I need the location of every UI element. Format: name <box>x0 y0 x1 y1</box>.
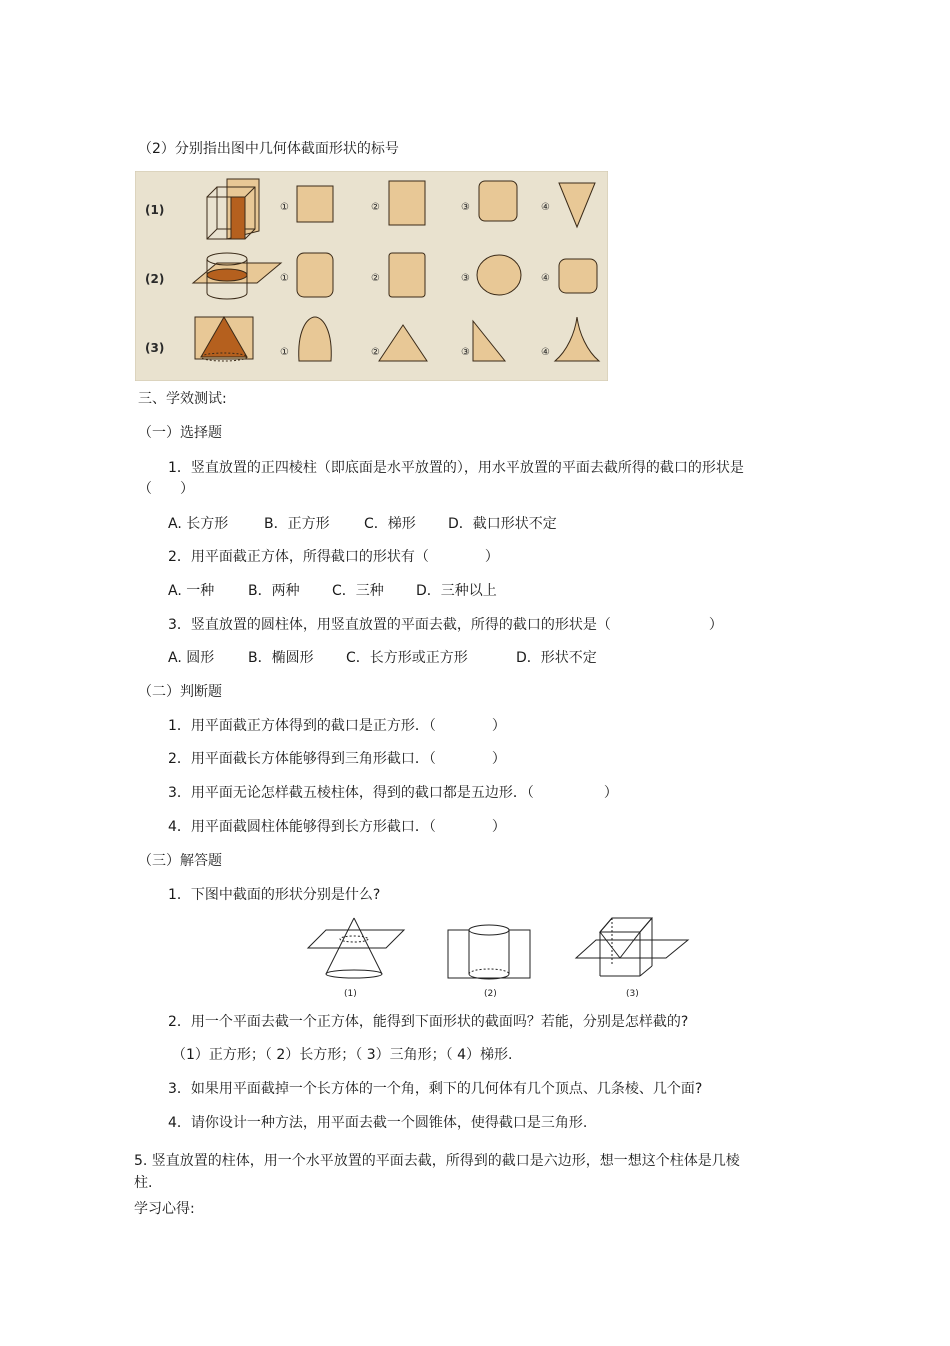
figure2-label-3: (3) <box>626 989 639 999</box>
answer-title: （三）解答题 <box>138 853 222 869</box>
row2-opt2-rectangle <box>389 253 425 297</box>
answer-q5-line2: 柱. <box>134 1175 153 1191</box>
mark-r3-1: ① <box>280 347 289 358</box>
judge-item-2: 2．用平面截长方体能够得到三角形截口．（ ） <box>168 751 506 767</box>
q2-option-a: A. 一种 <box>168 583 215 599</box>
cylinder-with-plane <box>448 925 530 979</box>
judge-item-1: 1．用平面截正方体得到的截口是正方形．（ ） <box>168 718 506 734</box>
row1-opt1-square <box>297 186 333 222</box>
choice-title: （一）选择题 <box>138 425 222 441</box>
row2-opt3-circle <box>477 255 521 295</box>
figure2-label-1: (1) <box>344 989 357 999</box>
q1-option-a: A. 长方形 <box>168 516 229 532</box>
answer-q1: 1．下图中截面的形状分别是什么? <box>168 887 381 903</box>
cone-with-plane <box>308 918 404 978</box>
prism-with-plane <box>576 918 688 976</box>
row-label-2: (2) <box>145 272 165 286</box>
row1-opt2-rectangle <box>389 181 425 225</box>
mark-r2-2: ② <box>371 273 380 284</box>
answer-q2-sub: （1）正方形；（ 2）长方形；（ 3）三角形；（ 4）梯形. <box>172 1047 513 1063</box>
choice-q2-options <box>168 581 497 601</box>
row-label-1: (1) <box>145 203 165 217</box>
choice-q1-options <box>168 514 557 534</box>
q1-option-d: D．截口形状不定 <box>448 516 557 532</box>
mark-r3-2: ② <box>371 347 380 358</box>
row2-opt4-rounded-square <box>559 259 597 293</box>
q2-option-b: B．两种 <box>248 583 300 599</box>
mark-r3-4: ④ <box>541 347 550 358</box>
q3-option-d: D．形状不定 <box>516 650 597 666</box>
choice-q3: 3．竖直放置的圆柱体，用竖直放置的平面去截，所得的截口的形状是（ ） <box>168 617 723 633</box>
mark-r2-1: ① <box>280 273 289 284</box>
answer-q5-line1: 5. 竖直放置的柱体，用一个水平放置的平面去截，所得到的截口是六边形，想一想这个柱体是几棱 <box>134 1153 740 1169</box>
q2-option-d: D．三种以上 <box>416 583 497 599</box>
judge-item-3: 3．用平面无论怎样截五棱柱体，得到的截口都是五边形．（ ） <box>168 785 618 801</box>
choice-q1-line1: 1．竖直放置的正四棱柱（即底面是水平放置的），用水平放置的平面去截所得的截口的形状是 <box>168 460 744 476</box>
section3-title: 三、学效测试: <box>138 391 227 407</box>
mark-r1-4: ④ <box>541 202 550 213</box>
q3-option-b: B．椭圆形 <box>248 650 314 666</box>
mark-r1-3: ③ <box>461 202 470 213</box>
row2-opt1-tall-rounded <box>297 253 333 297</box>
q3-option-a: A. 圆形 <box>168 650 215 666</box>
mark-r3-3: ③ <box>461 347 470 358</box>
mark-r1-2: ② <box>371 202 380 213</box>
row-label-3: (3) <box>145 341 165 355</box>
cross-section-figure <box>135 171 608 381</box>
mark-r2-3: ③ <box>461 273 470 284</box>
judge-item-4: 4．用平面截圆柱体能够得到长方形截口．（ ） <box>168 819 506 835</box>
q1-option-b: B．正方形 <box>264 516 330 532</box>
judge-title: （二）判断题 <box>138 684 222 700</box>
answer-q2: 2．用一个平面去截一个正方体，能得到下面形状的截面吗？若能，分别是怎样截的? <box>168 1014 689 1030</box>
q3-option-c: C．长方形或正方形 <box>346 650 468 666</box>
q1-option-c: C．梯形 <box>364 516 416 532</box>
choice-q3-options <box>168 648 597 668</box>
cone-vertical-cut <box>195 317 253 361</box>
choice-q1-line2: （ ） <box>138 481 194 497</box>
answer-q3: 3．如果用平面截掉一个长方体的一个角，剩下的几何体有几个顶点、几条棱、几个面? <box>168 1081 703 1097</box>
solids-section-figure <box>300 912 700 1000</box>
mark-r1-1: ① <box>280 202 289 213</box>
notes-label: 学习心得: <box>134 1201 195 1217</box>
mark-r2-4: ④ <box>541 273 550 284</box>
choice-q2: 2．用平面截正方体，所得截口的形状有（ ） <box>168 549 499 565</box>
answer-q4: 4．请你设计一种方法，用平面去截一个圆锥体，使得截口是三角形. <box>168 1115 588 1131</box>
q2-option-c: C．三种 <box>332 583 384 599</box>
figure2-label-2: (2) <box>484 989 497 999</box>
row1-opt3-rounded <box>479 181 517 221</box>
part2-intro: （2）分别指出图中几何体截面形状的标号 <box>138 141 399 157</box>
